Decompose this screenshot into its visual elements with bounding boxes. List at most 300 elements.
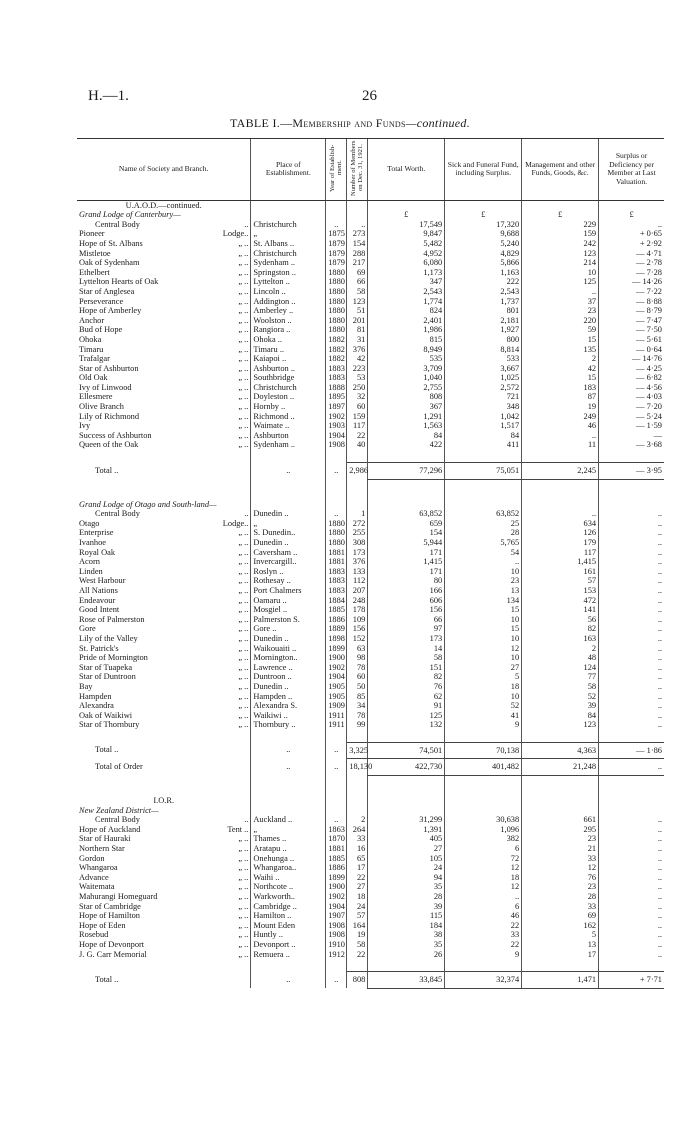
sick-fund-cell: 5 [445, 672, 522, 682]
branch-name: Endeavour [79, 595, 116, 605]
year-cell: 1883 [326, 364, 347, 374]
table-row [77, 605, 664, 615]
branch-type: „ .. [238, 238, 249, 248]
worth-cell: 91 [368, 701, 445, 711]
management-cell: .. [522, 431, 599, 441]
table-row [77, 258, 664, 268]
management-cell: 10 [522, 268, 599, 278]
place-cell: „ [251, 229, 326, 239]
place-cell: Cambridge .. [251, 902, 326, 912]
table-row [77, 663, 664, 673]
spacer-cell [599, 776, 664, 797]
spacer-cell [347, 479, 368, 500]
sick-fund-cell: 1,025 [445, 373, 522, 383]
branch-name-cell [77, 239, 251, 249]
spacer-cell [368, 959, 445, 972]
branch-name: Hope of Eden [79, 920, 126, 930]
members-cell: 376 [347, 345, 368, 355]
management-cell: .. [522, 287, 599, 297]
worth-cell: 132 [368, 720, 445, 730]
total-label: Total .. [95, 974, 119, 984]
total-surplus: — 1·86 [599, 742, 664, 759]
spacer-cell [77, 776, 251, 797]
members-cell: 81 [347, 325, 368, 335]
sick-fund-cell: 1,927 [445, 325, 522, 335]
management-cell: 82 [522, 624, 599, 634]
year-cell: 1908 [326, 440, 347, 450]
members-cell: 65 [347, 854, 368, 864]
place-cell: Richmond .. [251, 412, 326, 422]
total-place: .. [251, 972, 326, 989]
currency-cell [368, 500, 445, 510]
spacer-row [77, 450, 664, 463]
management-cell: 124 [522, 663, 599, 673]
surplus-cell: + 2·92 [599, 239, 664, 249]
management-cell: 19 [522, 402, 599, 412]
worth-cell: 151 [368, 663, 445, 673]
col-name: Name of Society and Branch. [77, 139, 251, 201]
place-cell: Devonport .. [251, 940, 326, 950]
sick-fund-cell: 5,765 [445, 538, 522, 548]
currency-cell [347, 806, 368, 816]
worth-cell: 125 [368, 711, 445, 721]
year-cell: .. [326, 220, 347, 230]
management-cell: 2 [522, 644, 599, 654]
surplus-cell: .. [599, 509, 664, 519]
sick-fund-cell: 15 [445, 624, 522, 634]
management-cell: 123 [522, 249, 599, 259]
branch-name-cell [77, 383, 251, 393]
branch-type: „ .. [238, 681, 249, 691]
empty-cell [522, 796, 599, 806]
surplus-cell: .. [599, 950, 664, 960]
branch-name: Anchor [79, 315, 105, 325]
branch-name: Star of Tuapeka [79, 662, 133, 672]
year-cell: 1910 [326, 940, 347, 950]
members-cell: 58 [347, 287, 368, 297]
spacer-cell [251, 730, 326, 743]
year-cell: 1888 [326, 383, 347, 393]
branch-type: „ .. [238, 595, 249, 605]
sick-fund-cell: 801 [445, 306, 522, 316]
branch-type: „ .. [238, 440, 249, 450]
place-cell: Dunedin .. [251, 509, 326, 519]
sick-fund-cell: 6 [445, 902, 522, 912]
surplus-cell: .. [599, 911, 664, 921]
place-cell: Ashburton .. [251, 364, 326, 374]
management-cell: 161 [522, 567, 599, 577]
year-cell: 1908 [326, 921, 347, 931]
branch-name-cell [77, 364, 251, 374]
place-cell: Springston .. [251, 268, 326, 278]
place-cell: Dunedin .. [251, 682, 326, 692]
year-cell: 1883 [326, 586, 347, 596]
surplus-cell: — 5·61 [599, 335, 664, 345]
branch-name: Pioneer [79, 229, 105, 239]
sick-fund-cell: 10 [445, 615, 522, 625]
surplus-cell: .. [599, 519, 664, 529]
place-cell: Timaru .. [251, 345, 326, 355]
total-row [77, 759, 664, 776]
branch-name-cell [77, 615, 251, 625]
worth-cell: 4,952 [368, 249, 445, 259]
branch-type: „ .. [238, 430, 249, 440]
place-cell: Kaiapoi .. [251, 354, 326, 364]
members-cell: 123 [347, 297, 368, 307]
branch-type: „ .. [238, 614, 249, 624]
sick-fund-cell: 411 [445, 440, 522, 450]
spacer-cell [445, 450, 522, 463]
surplus-cell: — 14·76 [599, 354, 664, 364]
branch-name-cell [77, 644, 251, 654]
spacer-row [77, 479, 664, 500]
management-cell: 57 [522, 576, 599, 586]
year-cell: 1897 [326, 402, 347, 412]
total-members: 18,130 [347, 759, 368, 776]
management-cell: 84 [522, 711, 599, 721]
place-cell: Remuera .. [251, 950, 326, 960]
table-row [77, 528, 664, 538]
management-cell: 1,415 [522, 557, 599, 567]
col-worth: Total Worth. [368, 139, 445, 201]
total-year: .. [326, 972, 347, 989]
branch-name-cell [77, 854, 251, 864]
surplus-cell: .. [599, 538, 664, 548]
branch-name: Perseverance [79, 296, 124, 306]
branch-type: „ .. [238, 334, 249, 344]
surplus-cell: .. [599, 653, 664, 663]
worth-cell: 367 [368, 402, 445, 412]
col-sick: Sick and Funeral Fund, including Surplus. [445, 139, 522, 201]
management-cell: 33 [522, 902, 599, 912]
branch-name-cell [77, 624, 251, 634]
branch-name: Gore [79, 624, 96, 634]
total-mgmt: 2,245 [522, 463, 599, 480]
worth-cell: 166 [368, 586, 445, 596]
worth-cell: 2,543 [368, 287, 445, 297]
district-heading-row [77, 210, 664, 220]
surplus-cell: .. [599, 528, 664, 538]
branch-name-cell [77, 863, 251, 873]
year-cell: 1884 [326, 596, 347, 606]
table-row [77, 297, 664, 307]
place-cell: Christchurch [251, 383, 326, 393]
title-caps: Membership and Funds [292, 116, 406, 130]
branch-name: St. Patrick's [79, 643, 119, 653]
worth-cell: 422 [368, 440, 445, 450]
year-cell: 1883 [326, 576, 347, 586]
management-cell: 472 [522, 596, 599, 606]
surplus-cell: .. [599, 701, 664, 711]
year-cell: 1881 [326, 844, 347, 854]
branch-name-cell [77, 825, 251, 835]
year-cell: 1880 [326, 306, 347, 316]
management-cell: 141 [522, 605, 599, 615]
branch-name-cell [77, 586, 251, 596]
empty-cell [599, 796, 664, 806]
worth-cell: 66 [368, 615, 445, 625]
place-cell: Dunedin .. [251, 634, 326, 644]
management-cell: 23 [522, 882, 599, 892]
table-row [77, 950, 664, 960]
place-cell: Dunedin .. [251, 538, 326, 548]
branch-name-cell [77, 528, 251, 538]
place-cell: Mornington.. [251, 653, 326, 663]
sick-fund-cell: 1,163 [445, 268, 522, 278]
branch-name-cell [77, 249, 251, 259]
table-row [77, 682, 664, 692]
sick-fund-cell: 382 [445, 834, 522, 844]
branch-type: „ .. [238, 882, 249, 892]
branch-name: Success of Ashburton [79, 430, 152, 440]
year-cell: 1882 [326, 345, 347, 355]
members-cell: 98 [347, 653, 368, 663]
table-row [77, 277, 664, 287]
total-worth: 422,730 [368, 759, 445, 776]
spacer-cell [251, 959, 326, 972]
col-year [326, 139, 347, 201]
place-cell: Palmerston S. [251, 615, 326, 625]
currency-cell [326, 210, 347, 220]
surplus-cell: .. [599, 711, 664, 721]
branch-name-cell [77, 557, 251, 567]
surplus-cell: — 3·68 [599, 440, 664, 450]
currency-cell [347, 210, 368, 220]
branch-name: Good Intent [79, 605, 120, 615]
place-cell: Waimate .. [251, 421, 326, 431]
sick-fund-cell: 222 [445, 277, 522, 287]
place-cell: Sydenham .. [251, 258, 326, 268]
empty-cell [599, 200, 664, 210]
place-cell: Amberley .. [251, 306, 326, 316]
place-cell: Christchurch [251, 220, 326, 230]
sick-fund-cell: 27 [445, 663, 522, 673]
spacer-cell [77, 450, 251, 463]
currency-cell [599, 806, 664, 816]
spacer-cell [77, 959, 251, 972]
place-cell: Ashburton [251, 431, 326, 441]
year-cell: 1904 [326, 902, 347, 912]
branch-type: „ .. [238, 624, 249, 634]
sick-fund-cell: 2,572 [445, 383, 522, 393]
branch-type: „ .. [238, 834, 249, 844]
worth-cell: 35 [368, 940, 445, 950]
total-surplus: — 3·95 [599, 463, 664, 480]
spacer-cell [251, 776, 326, 797]
year-cell: 1898 [326, 634, 347, 644]
place-cell: Addington .. [251, 297, 326, 307]
branch-type: „ .. [238, 872, 249, 882]
branch-type: „ .. [238, 315, 249, 325]
sick-fund-cell: 348 [445, 402, 522, 412]
table-row [77, 567, 664, 577]
worth-cell: 156 [368, 605, 445, 615]
table-row [77, 711, 664, 721]
year-cell: 1883 [326, 567, 347, 577]
place-cell: Mosgiel .. [251, 605, 326, 615]
place-cell: Roslyn .. [251, 567, 326, 577]
total-worth: 74,501 [368, 742, 445, 759]
surplus-cell: .. [599, 586, 664, 596]
place-cell: Hornby .. [251, 402, 326, 412]
total-mgmt: 1,471 [522, 972, 599, 989]
worth-cell: 63,852 [368, 509, 445, 519]
spacer-cell [326, 776, 347, 797]
year-cell: 1902 [326, 663, 347, 673]
year-cell: 1880 [326, 287, 347, 297]
surplus-cell: .. [599, 902, 664, 912]
col-surplus: Surplus or Deficiency per Member at Last Valuation. [599, 139, 664, 201]
branch-name: Royal Oak [79, 547, 116, 557]
spacer-cell [347, 450, 368, 463]
total-sick: 70,138 [445, 742, 522, 759]
sick-fund-cell: .. [445, 892, 522, 902]
sick-fund-cell: 533 [445, 354, 522, 364]
management-cell: 87 [522, 392, 599, 402]
sick-fund-cell: 33 [445, 930, 522, 940]
year-cell: 1880 [326, 325, 347, 335]
members-cell: 308 [347, 538, 368, 548]
members-cell: 24 [347, 902, 368, 912]
currency-cell [368, 806, 445, 816]
branch-name: Mistletoe [79, 248, 111, 258]
table-row [77, 644, 664, 654]
branch-type: „ .. [238, 939, 249, 949]
total-label: Total .. [95, 745, 119, 755]
management-cell: 33 [522, 854, 599, 864]
branch-name: Enterprise [79, 528, 114, 538]
branch-name-cell [77, 653, 251, 663]
surplus-cell: — 7·22 [599, 287, 664, 297]
year-cell: 1905 [326, 682, 347, 692]
surplus-cell: — 2·78 [599, 258, 664, 268]
sick-fund-cell: 10 [445, 567, 522, 577]
table-row [77, 873, 664, 883]
table-row [77, 519, 664, 529]
surplus-cell: — 6·82 [599, 373, 664, 383]
branch-type: „ .. [238, 354, 249, 364]
surplus-cell: .. [599, 863, 664, 873]
place-cell: Duntroon .. [251, 672, 326, 682]
branch-type: „ .. [238, 373, 249, 383]
year-cell: 1907 [326, 911, 347, 921]
currency-cell [599, 500, 664, 510]
worth-cell: 173 [368, 634, 445, 644]
branch-name: Oak of Waikiwi [79, 710, 133, 720]
branch-name: Lily of Richmond [79, 411, 140, 421]
table-row [77, 615, 664, 625]
sick-fund-cell: 12 [445, 644, 522, 654]
surplus-cell: — 4·71 [599, 249, 664, 259]
branch-name: Oak of Sydenham [79, 258, 140, 268]
sick-fund-cell: 4,829 [445, 249, 522, 259]
currency-cell [445, 500, 522, 510]
sick-fund-cell: 2,181 [445, 316, 522, 326]
branch-name-cell [77, 519, 251, 529]
spacer-cell [251, 450, 326, 463]
branch-type: „ .. [238, 901, 249, 911]
currency-cell [522, 500, 599, 510]
title-continued: —continued. [405, 116, 471, 130]
members-cell: 57 [347, 911, 368, 921]
table-row [77, 345, 664, 355]
year-cell: 1880 [326, 316, 347, 326]
branch-name: Whangaroa [79, 863, 118, 873]
place-cell: Hamilton .. [251, 911, 326, 921]
surplus-cell: — 5·24 [599, 412, 664, 422]
place-cell: Rangiora .. [251, 325, 326, 335]
management-cell: .. [522, 509, 599, 519]
sick-fund-cell: 8,814 [445, 345, 522, 355]
year-cell: 1899 [326, 873, 347, 883]
col-mgmt: Management and other Funds, Goods, &c. [522, 139, 599, 201]
surplus-cell: — 1·59 [599, 421, 664, 431]
place-cell: Lawrence .. [251, 663, 326, 673]
table-row [77, 392, 664, 402]
worth-cell: 171 [368, 567, 445, 577]
sick-fund-cell: 9 [445, 950, 522, 960]
branch-name-cell [77, 815, 251, 825]
management-cell: 183 [522, 383, 599, 393]
branch-name-cell [77, 882, 251, 892]
branch-type: „ .. [238, 585, 249, 595]
branch-name-cell [77, 392, 251, 402]
year-cell: 1885 [326, 854, 347, 864]
branch-type: „ .. [238, 911, 249, 921]
worth-cell: 82 [368, 672, 445, 682]
members-cell: 207 [347, 586, 368, 596]
worth-cell: 31,299 [368, 815, 445, 825]
branch-name: Old Oak [79, 373, 108, 383]
table-row [77, 844, 664, 854]
branch-name: Trafalgar [79, 354, 110, 364]
worth-cell: 815 [368, 335, 445, 345]
currency-cell [445, 806, 522, 816]
worth-cell: 1,563 [368, 421, 445, 431]
year-cell: 1904 [326, 431, 347, 441]
branch-name: Pride of Mornington [79, 653, 148, 663]
worth-cell: 606 [368, 596, 445, 606]
place-cell: Lyttelton .. [251, 277, 326, 287]
branch-type: „ .. [238, 949, 249, 959]
empty-cell [445, 796, 522, 806]
sick-fund-cell: 28 [445, 528, 522, 538]
management-cell: 220 [522, 316, 599, 326]
branch-name: Central Body [95, 815, 140, 825]
branch-name-cell [77, 663, 251, 673]
branch-type: „ .. [238, 248, 249, 258]
management-cell: 214 [522, 258, 599, 268]
table-row [77, 220, 664, 230]
year-cell: 1900 [326, 653, 347, 663]
management-cell: 661 [522, 815, 599, 825]
sick-fund-cell: 22 [445, 921, 522, 931]
management-cell: 23 [522, 306, 599, 316]
management-cell: 12 [522, 863, 599, 873]
col-members [347, 139, 368, 201]
worth-cell: 97 [368, 624, 445, 634]
year-cell: 1912 [326, 950, 347, 960]
surplus-cell: .. [599, 567, 664, 577]
members-cell: 152 [347, 634, 368, 644]
members-cell: 288 [347, 249, 368, 259]
empty-cell [368, 796, 445, 806]
branch-type: „ .. [238, 920, 249, 930]
total-members: 2,986 [347, 463, 368, 480]
branch-name: Lyttelton Hearts of Oak [79, 277, 159, 287]
members-cell: 117 [347, 421, 368, 431]
branch-name-cell [77, 873, 251, 883]
